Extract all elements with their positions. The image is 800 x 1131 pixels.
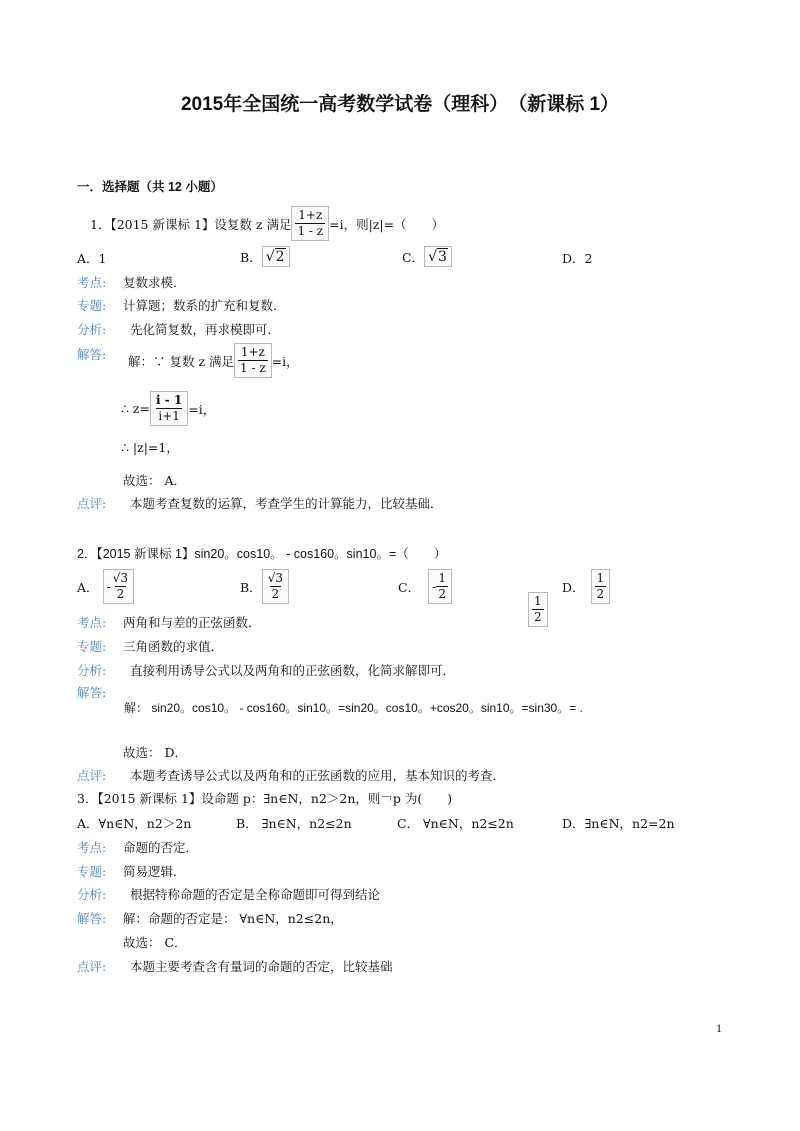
q1-answer: 故选： A． xyxy=(123,473,187,488)
label-dianping: 点评: xyxy=(77,959,107,974)
fraction-denominator: 2 xyxy=(438,587,446,601)
label-zhuanti: 专题: xyxy=(77,639,107,654)
q1-solution-line-3: ∴ |z|=1， xyxy=(121,440,179,455)
fraction-denominator: 2 xyxy=(116,587,125,601)
q3-answer: 故选： C． xyxy=(123,935,187,950)
q2-option-b xyxy=(240,569,289,604)
option-letter: A． xyxy=(77,579,99,595)
option-letter: B． xyxy=(240,249,262,265)
fraction-numerator: 1 xyxy=(534,594,542,608)
q3-option-b: B． ∃n∈N，n2≤2n xyxy=(236,816,352,831)
fraction-numerator: √3 xyxy=(267,571,283,585)
option-fraction-box xyxy=(103,569,135,604)
option-letter: C． xyxy=(402,249,425,265)
question-1-condition-fraction xyxy=(291,206,329,241)
label-kaodian: 考点: xyxy=(77,615,107,630)
label-dianping: 点评: xyxy=(77,768,107,783)
q3-solution: 解：命题的否定是： ∀n∈N，n2≤2n， xyxy=(123,911,343,926)
q1-option-a: A．1 xyxy=(77,251,107,266)
sqrt-expression: √ 3 xyxy=(424,246,452,267)
label-zhuanti: 专题: xyxy=(77,298,107,313)
page-number: 1 xyxy=(716,1021,722,1035)
question-2-stem: 2．【2015 新课标 1】sin20。cos10。 - cos160。sin10。=（ ） xyxy=(77,547,447,561)
q2-option-a xyxy=(77,569,134,604)
q1-fenxi: 先化简复数，再求模即可． xyxy=(130,322,281,337)
label-fenxi: 分析: xyxy=(77,663,107,678)
fraction-numerator: 1+z xyxy=(298,208,323,222)
label-kaodian: 考点: xyxy=(77,275,107,290)
q2-answer: 故选： D． xyxy=(123,745,187,760)
label-jieda: 解答: xyxy=(77,347,107,362)
option-letter: C． xyxy=(398,579,421,595)
q2-fenxi: 直接利用诱导公式以及两角和的正弦函数，化简求解即可． xyxy=(130,663,456,678)
q1-solution-line-2 xyxy=(121,391,215,426)
solution-text: =i， xyxy=(271,353,299,369)
q3-option-a: A．∀n∈N，n2＞2n xyxy=(77,816,192,831)
page-title: 2015年全国统一高考数学试卷（理科） （新课标 1） xyxy=(180,94,620,115)
fraction xyxy=(111,571,130,602)
minus-sign: - xyxy=(432,579,437,594)
fraction-numerator: 1+z xyxy=(240,345,265,359)
label-kaodian: 考点: xyxy=(77,840,107,855)
sqrt-expression: √ 2 xyxy=(262,246,290,267)
solution-text: ∴ z= xyxy=(121,401,150,416)
fraction-numerator: 1 xyxy=(438,571,446,585)
option-fraction-box xyxy=(428,569,452,604)
fraction xyxy=(528,592,548,627)
option-letter: B． xyxy=(240,579,262,595)
q2-dianping: 本题考查诱导公式以及两角和的正弦函数的应用，基本知识的考查． xyxy=(130,768,506,783)
solution-text: 解：∵ 复数 z 满足 xyxy=(128,353,235,369)
fraction-denominator: 2 xyxy=(271,587,280,601)
q3-option-d: D．∃n∈N，n2=2n xyxy=(562,816,675,831)
label-dianping: 点评: xyxy=(77,496,107,511)
q1-kaodian: 复数求模． xyxy=(123,275,186,290)
question-1-prefix: 1．【2015 新课标 1】设复数 z 满足 xyxy=(90,216,292,232)
solution-fraction xyxy=(150,391,188,426)
minus-sign: - xyxy=(106,579,111,594)
q3-zhuanti: 简易逻辑． xyxy=(123,864,186,879)
q3-fenxi: 根据特称命题的否定是全称命题即可得到结论 xyxy=(130,887,381,902)
label-zhuanti: 专题: xyxy=(77,864,107,879)
fraction-denominator: 1 - z xyxy=(240,361,266,375)
label-fenxi: 分析: xyxy=(77,322,107,337)
q3-dianping: 本题主要考查含有量词的命题的否定，比较基础 xyxy=(130,959,393,974)
q1-solution-line-1 xyxy=(128,343,299,378)
question-3-stem: 3．【2015 新课标 1】设命题 p：∃n∈N，n2＞2n，则￢p 为( ) xyxy=(77,791,453,806)
fraction-denominator: 2 xyxy=(534,610,542,624)
q2-option-d xyxy=(562,569,610,604)
fraction-numerator: i - 1 xyxy=(156,393,183,407)
q2-zhuanti: 三角函数的求值． xyxy=(123,639,224,654)
q2-solution: 解： sin20。cos10。 - cos160。sin10。=sin20。cos10。+cos20。sin10。=sin30。= . xyxy=(124,701,583,715)
q2-kaodian: 两角和与差的正弦函数． xyxy=(123,615,261,630)
fraction-numerator: √3 xyxy=(112,571,129,585)
fraction xyxy=(436,571,448,602)
q3-kaodian: 命题的否定． xyxy=(123,840,199,855)
solution-text: =i， xyxy=(188,401,216,417)
q1-option-c xyxy=(402,246,452,267)
fraction-denominator: 1 - z xyxy=(297,224,324,238)
question-1-suffix: =i，则|z|=（ ） xyxy=(329,216,445,232)
q3-option-c: C． ∀n∈N，n2≤2n xyxy=(397,816,514,831)
q2-option-c xyxy=(398,569,452,604)
solution-fraction xyxy=(234,343,272,378)
label-fenxi: 分析: xyxy=(77,887,107,902)
fraction-denominator: 2 xyxy=(596,587,605,601)
option-fraction-box xyxy=(262,569,289,604)
fraction-numerator: 1 xyxy=(596,571,605,585)
fraction-denominator: i+1 xyxy=(158,409,180,423)
label-jieda: 解答: xyxy=(77,911,107,926)
q1-option-b xyxy=(240,246,290,267)
q2-stray-fraction xyxy=(528,592,548,627)
q1-zhuanti: 计算题；数系的扩充和复数． xyxy=(123,298,286,313)
radicand: 2 xyxy=(275,249,285,265)
q1-dianping: 本题考查复数的运算，考查学生的计算能力，比较基础． xyxy=(130,496,443,511)
q1-option-d: D．2 xyxy=(562,251,593,266)
option-letter: D． xyxy=(562,579,585,595)
section-heading: 一．选择题（共 12 小题） xyxy=(77,180,223,194)
label-jieda: 解答: xyxy=(77,685,107,700)
question-1-stem xyxy=(90,206,444,241)
option-fraction-box xyxy=(591,569,611,604)
radicand: 3 xyxy=(438,249,447,265)
